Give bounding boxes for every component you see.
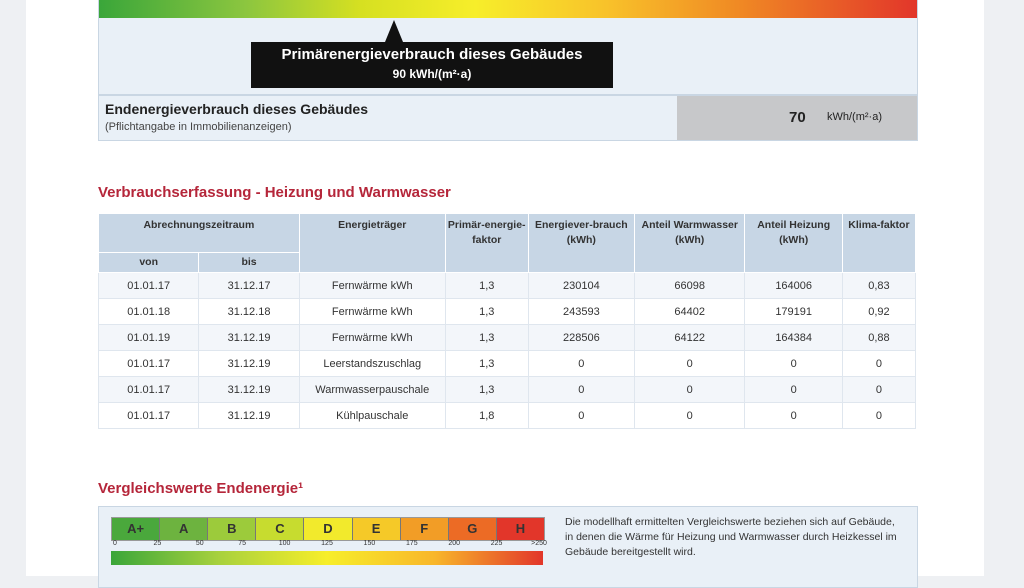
header-primary-factor: Primär-energie-faktor [445,214,528,273]
cell-from: 01.01.17 [99,273,199,299]
cell-carrier: Kühlpauschale [299,403,445,429]
cell-hw: 0 [634,403,745,429]
grade-tick: 175 [405,540,418,547]
cell-clim: 0,88 [842,325,915,351]
header-hot-water: Anteil Warmwasser (kWh) [634,214,745,273]
cell-cons: 243593 [528,299,634,325]
cell-to: 31.12.18 [199,299,299,325]
primary-energy-label [251,42,613,88]
header-heating: Anteil Heizung (kWh) [745,214,842,273]
cell-from: 01.01.19 [99,325,199,351]
energy-scale-panel [98,0,918,95]
cell-cons: 0 [528,377,634,403]
grade-tick: 50 [195,540,204,547]
grade-2: B [208,518,256,540]
consumption-section-title: Verbrauchserfassung - Heizung und Warmwasser [98,184,451,201]
header-from: von [99,253,199,273]
primary-energy-title: Primärenergieverbrauch dieses Gebäudes [281,46,583,63]
grade-tick: >250 [531,540,547,547]
cell-pf: 1,3 [445,377,528,403]
table-row [99,299,916,325]
grade-3: C [256,518,304,540]
cell-clim: 0 [842,403,915,429]
end-energy-value: 70 [789,109,806,126]
table-header-row [99,214,916,253]
grade-ticks [111,539,547,551]
cell-to: 31.12.19 [199,351,299,377]
end-energy-row [98,95,918,141]
table-row [99,377,916,403]
cell-cons: 0 [528,351,634,377]
table-row [99,273,916,299]
grade-tick: 75 [238,540,247,547]
cell-heat: 164384 [745,325,842,351]
cell-from: 01.01.17 [99,351,199,377]
cell-from: 01.01.17 [99,377,199,403]
cell-from: 01.01.18 [99,299,199,325]
grade-0: A+ [112,518,160,540]
grade-tick: 0 [113,540,117,547]
cell-cons: 228506 [528,325,634,351]
header-period: Abrechnungszeitraum [99,214,300,253]
cell-carrier: Warmwasserpauschale [299,377,445,403]
cell-heat: 0 [745,403,842,429]
primary-energy-value: 90 kWh/(m²·a) [392,67,472,81]
grade-6: F [401,518,449,540]
cell-from: 01.01.17 [99,403,199,429]
cell-carrier: Fernwärme kWh [299,273,445,299]
energy-scale-bar [99,0,917,18]
cell-hw: 0 [634,377,745,403]
grade-8: H [497,518,544,540]
grade-tick: 100 [278,540,291,547]
grade-tick: 150 [363,540,376,547]
cell-carrier: Leerstandszuschlag [299,351,445,377]
scale-marker-icon [385,20,403,42]
cell-to: 31.12.19 [199,377,299,403]
end-energy-value-box [677,96,917,140]
table-row [99,351,916,377]
cell-hw: 0 [634,351,745,377]
cell-to: 31.12.19 [199,403,299,429]
end-energy-sublabel: (Pflichtangabe in Immobilienanzeigen) [105,121,292,133]
header-carrier: Energieträger [299,214,445,273]
cell-hw: 64402 [634,299,745,325]
cell-carrier: Fernwärme kWh [299,299,445,325]
consumption-table [98,213,916,429]
cell-pf: 1,3 [445,351,528,377]
header-consumption: Energiever-brauch (kWh) [528,214,634,273]
end-energy-unit: kWh/(m²·a) [827,111,882,123]
cell-clim: 0,83 [842,273,915,299]
cell-to: 31.12.19 [199,325,299,351]
table-row [99,403,916,429]
grade-tick: 225 [490,540,503,547]
cell-hw: 64122 [634,325,745,351]
cell-heat: 164006 [745,273,842,299]
cell-pf: 1,3 [445,273,528,299]
cell-clim: 0 [842,377,915,403]
comparison-text: Die modellhaft ermittelten Vergleichswerte beziehen sich auf Gebäude, in denen die Wärme für Heizung und Warmwasser durch Heizkessel im Gebäude bereitgestellt wird. [565,516,897,558]
cell-pf: 1,8 [445,403,528,429]
cell-pf: 1,3 [445,325,528,351]
cell-heat: 0 [745,351,842,377]
cell-clim: 0,92 [842,299,915,325]
cell-heat: 0 [745,377,842,403]
cell-heat: 179191 [745,299,842,325]
grade-4: D [304,518,352,540]
grade-7: G [449,518,497,540]
grade-1: A [160,518,208,540]
table-row [99,325,916,351]
grade-tick: 25 [153,540,162,547]
cell-pf: 1,3 [445,299,528,325]
header-to: bis [199,253,299,273]
end-energy-label: Endenergieverbrauch dieses Gebäudes [105,101,368,117]
cell-to: 31.12.17 [199,273,299,299]
header-climate: Klima-faktor [842,214,915,273]
cell-hw: 66098 [634,273,745,299]
grade-tick: 200 [448,540,461,547]
cell-cons: 0 [528,403,634,429]
grade-5: E [353,518,401,540]
comparison-section-title: Vergleichswerte Endenergie¹ [98,480,304,497]
grade-tick: 125 [321,540,333,547]
comparison-gradient-bar [111,551,543,565]
cell-carrier: Fernwärme kWh [299,325,445,351]
cell-clim: 0 [842,351,915,377]
grade-scale [111,517,545,541]
cell-cons: 230104 [528,273,634,299]
